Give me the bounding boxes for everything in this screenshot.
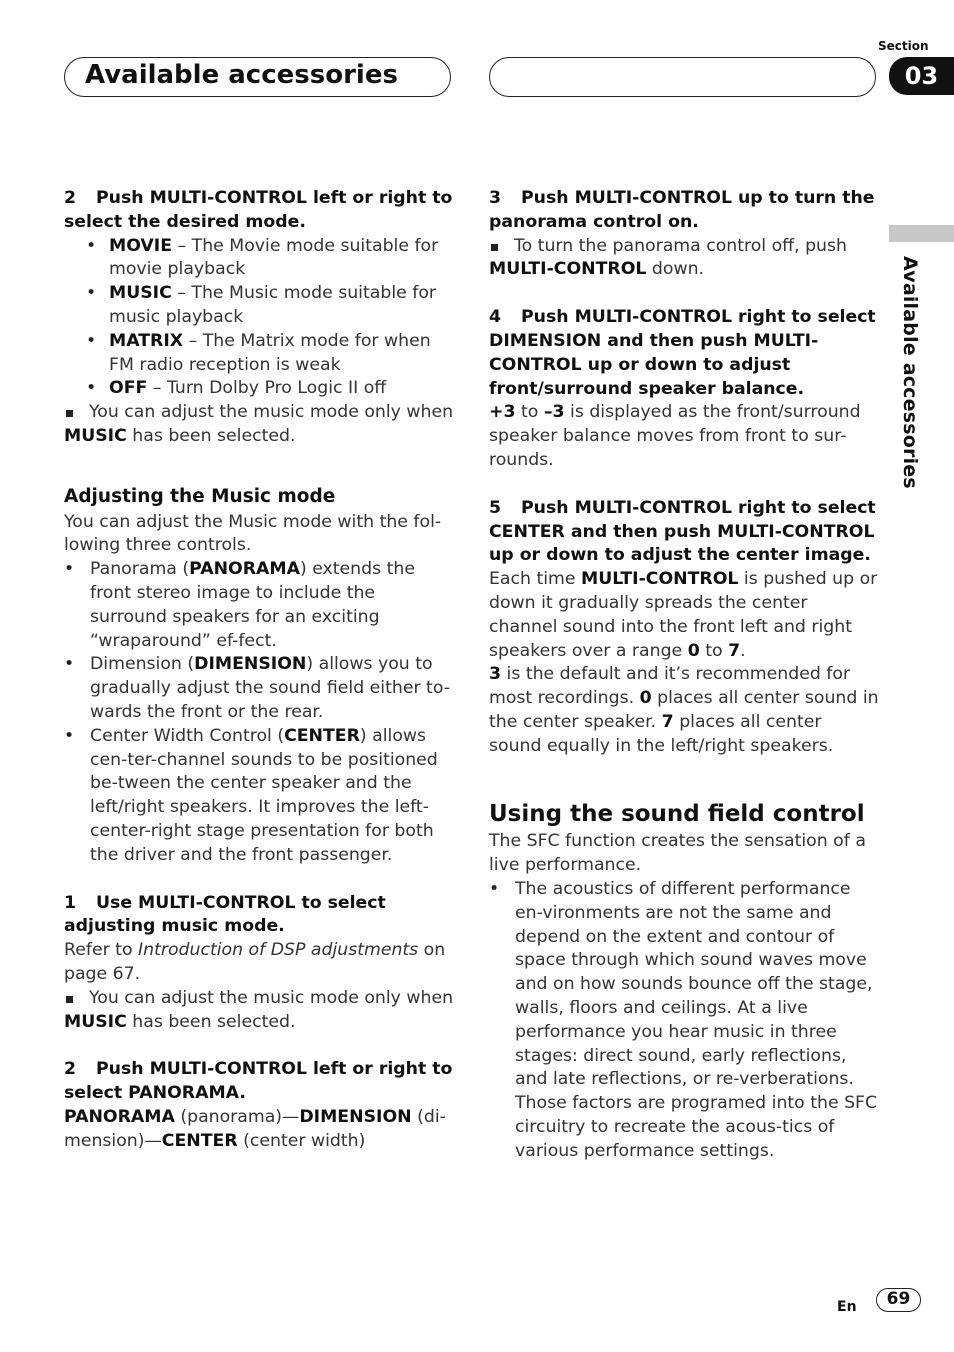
seq-desc: (di-mension)— xyxy=(64,1106,446,1151)
note-bold: MUSIC xyxy=(64,425,127,446)
range-to: to xyxy=(515,402,544,423)
list-item xyxy=(64,725,454,868)
spacer xyxy=(489,282,879,306)
spacer xyxy=(64,868,454,892)
step-number: 2 xyxy=(64,1059,77,1080)
step5-body-2 xyxy=(489,663,879,758)
step-text: Push MULTI-CONTROL right to select CENTER and then push MULTI-CONTROL up or down to adjust the center image. xyxy=(489,497,876,566)
list-item xyxy=(64,282,454,330)
text-run: to xyxy=(699,640,729,661)
controls-list xyxy=(64,558,454,867)
control-post: ) extends the front stereo image to include the surround speakers for an exciting “wraparound” ef-fect. xyxy=(90,559,415,651)
step-text: Use MULTI-CONTROL to select adjusting music mode. xyxy=(64,892,386,937)
step-text: Push MULTI-CONTROL right to select DIMENSION and then push MULTI-CONTROL up or down to adjust front/surround speaker balance. xyxy=(489,307,876,399)
control-name: DIMENSION xyxy=(194,654,307,675)
step-heading xyxy=(489,306,879,401)
mode-desc: – The Music mode suitable for music playback xyxy=(109,283,437,327)
sequence-text xyxy=(64,1106,454,1154)
step-heading xyxy=(64,1058,454,1106)
step-number: 3 xyxy=(489,188,502,208)
mode-list xyxy=(64,235,454,402)
bold-run: 7 xyxy=(728,640,741,661)
text-run: places all center sound in the center speaker. xyxy=(489,688,879,732)
mode-desc: – The Movie mode suitable for movie playback xyxy=(109,235,439,280)
list-item xyxy=(64,330,454,378)
list-item xyxy=(64,558,454,653)
note xyxy=(64,401,454,425)
note-tail: down. xyxy=(646,259,705,280)
text-run: is pushed up or down it gradually spreads the center channel sound into the front left and right speakers over a range xyxy=(489,569,878,661)
spacer xyxy=(489,473,879,497)
spacer xyxy=(489,759,879,803)
note xyxy=(64,987,454,1011)
subheading: Adjusting the Music mode xyxy=(64,485,336,507)
refer-link-text: Introduction of DSP adjustments xyxy=(138,940,419,961)
step-text: Push MULTI-CONTROL left or right to select the desired mode. xyxy=(64,188,453,232)
refer-text xyxy=(64,939,454,987)
note-square-icon xyxy=(491,244,498,251)
note-text: You can adjust the music mode only when xyxy=(89,402,454,423)
step-number: 5 xyxy=(489,497,502,518)
right-column xyxy=(489,187,879,1163)
bold-run: MULTI-CONTROL xyxy=(581,569,739,590)
page-number: 69 xyxy=(876,1288,921,1312)
note-bold: MUSIC xyxy=(64,1011,127,1032)
control-pre: Center Width Control ( xyxy=(90,725,285,746)
mode-name: MATRIX xyxy=(109,330,184,351)
step-heading xyxy=(489,497,879,568)
spacer xyxy=(64,449,454,485)
seq-item: PANORAMA xyxy=(64,1106,175,1127)
note-square-icon xyxy=(66,996,73,1003)
seq-item: DIMENSION xyxy=(299,1106,412,1127)
note-tail: has been selected. xyxy=(126,1011,296,1032)
spacer xyxy=(64,1034,454,1058)
step-number: 2 xyxy=(64,188,77,208)
range-start: +3 xyxy=(489,402,516,423)
side-tab-marker xyxy=(889,225,954,242)
seq-item: CENTER xyxy=(161,1130,238,1151)
list-item xyxy=(64,235,454,283)
text-run: Each time xyxy=(489,569,581,590)
step-text: Push MULTI-CONTROL up to turn the panorama control on. xyxy=(489,188,875,232)
refer-post: on page 67. xyxy=(64,940,446,984)
control-post: ) allows cen-ter-channel sounds to be positioned be-tween the center speaker and the left/right speakers. It improves the left-center-right stage presentation for both the driver and the front passenger. xyxy=(90,725,438,865)
range-end: –3 xyxy=(543,402,565,423)
note-continuation xyxy=(64,425,454,449)
mode-name: MOVIE xyxy=(109,235,173,256)
step5-body-1 xyxy=(489,568,879,663)
step4-desc: is displayed as the front/surround speaker balance moves from front to sur-rounds. xyxy=(489,402,861,470)
note-continuation xyxy=(489,258,879,282)
left-column xyxy=(64,187,454,1153)
text-run: is the default and it’s recommended for most recordings. xyxy=(489,664,851,709)
page-title: Available accessories xyxy=(85,60,398,90)
step-heading xyxy=(64,892,454,940)
control-name: CENTER xyxy=(284,725,360,746)
text-run: . xyxy=(740,640,746,661)
control-name: PANORAMA xyxy=(189,559,300,580)
seq-desc: (panorama)— xyxy=(174,1106,300,1127)
bold-run: 7 xyxy=(661,711,674,732)
list-item xyxy=(64,653,454,724)
sfc-list xyxy=(489,878,879,1164)
seq-desc: (center width) xyxy=(237,1130,366,1151)
section-label: Section xyxy=(878,39,929,53)
section-number-badge: 03 xyxy=(889,57,954,95)
step4-body xyxy=(489,401,879,472)
control-post: ) allows you to gradually adjust the sound field either to-wards the front or the rear. xyxy=(90,654,450,722)
text-run: places all center sound equally in the left/right speakers. xyxy=(489,711,834,756)
language-label: En xyxy=(837,1299,857,1315)
mode-desc: – The Matrix mode for when FM radio reception is weak xyxy=(109,330,431,375)
bold-run: 0 xyxy=(639,688,652,709)
bold-run: 0 xyxy=(687,640,700,661)
note-text: To turn the panorama control off, push xyxy=(514,235,847,256)
empty-header-frame xyxy=(489,57,876,97)
step-number: 1 xyxy=(64,892,77,913)
sfc-intro: The SFC function creates the sensation of a live performance. xyxy=(489,831,866,876)
note-square-icon xyxy=(66,410,73,417)
step-heading xyxy=(489,187,879,235)
note-continuation xyxy=(64,1011,454,1035)
list-item: • The acoustics of different performance en-vironments are not the same and depend on the extent and contour of space through which sound waves move and on how sounds bounce off the stage, walls, floors and ceilings. At a live performance you hear music in three stages: direct sound, early reflections, and late reflections, or re-verberations. Those factors are programed into the SFC circuitry to recreate the acous-tics of various performance settings. xyxy=(489,878,879,1164)
bold-run: 3 xyxy=(489,664,502,685)
note-text: You can adjust the music mode only when xyxy=(89,987,454,1008)
step-number: 4 xyxy=(489,307,502,328)
control-pre: Panorama ( xyxy=(90,559,190,580)
refer-pre: Refer to xyxy=(64,940,139,961)
step-heading xyxy=(64,187,454,235)
note-bold: MULTI-CONTROL xyxy=(489,259,647,280)
list-item xyxy=(64,377,454,401)
note xyxy=(489,235,879,259)
mode-name: OFF xyxy=(109,378,148,399)
mode-desc: – Turn Dolby Pro Logic II off xyxy=(147,378,387,399)
step-text: Push MULTI-CONTROL left or right to select PANORAMA. xyxy=(64,1059,453,1104)
control-pre: Dimension ( xyxy=(90,654,195,675)
side-tab-label: Available accessories xyxy=(899,256,921,489)
title-frame xyxy=(64,57,451,97)
intro-text: You can adjust the Music mode with the fol-lowing three controls. xyxy=(64,511,442,556)
note-tail: has been selected. xyxy=(126,425,296,446)
section-heading: Using the sound field control xyxy=(489,800,865,827)
mode-name: MUSIC xyxy=(109,283,172,304)
